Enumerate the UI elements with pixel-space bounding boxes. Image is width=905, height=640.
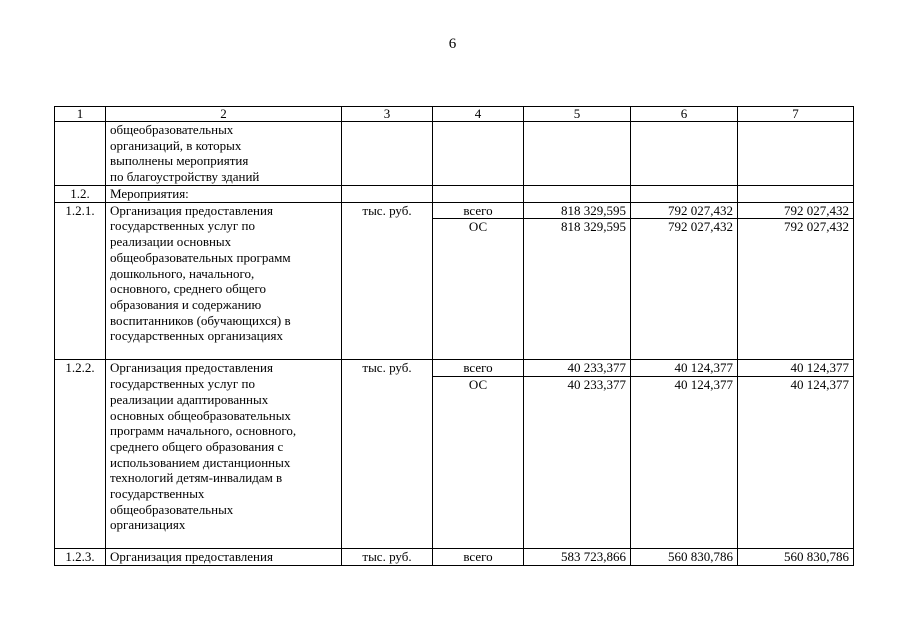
value-col5: 818 329,595 bbox=[524, 202, 631, 219]
funding-source: всего bbox=[433, 360, 524, 377]
funding-source: всего bbox=[433, 202, 524, 219]
value-col7: 40 124,377 bbox=[738, 377, 854, 549]
empty-cell bbox=[433, 122, 524, 186]
empty-cell bbox=[738, 186, 854, 203]
value-col7: 560 830,786 bbox=[738, 549, 854, 566]
header-cell-6: 6 bbox=[631, 107, 738, 122]
funding-source: всего bbox=[433, 549, 524, 566]
continuation-description: общеобразовательных организаций, в которых выполнены мероприятия по благоустройству зданий bbox=[106, 122, 342, 186]
value-col7: 40 124,377 bbox=[738, 360, 854, 377]
empty-cell bbox=[631, 122, 738, 186]
funding-source: ОС bbox=[433, 219, 524, 360]
header-cell-3: 3 bbox=[342, 107, 433, 122]
header-cell-1: 1 bbox=[55, 107, 106, 122]
value-col7: 792 027,432 bbox=[738, 202, 854, 219]
item-name: Организация предоставления государственных услуг по реализации адаптированных основных общеобразовательных программ начального, основного, среднего общего образования с использованием дистанционных технологий детям-инвалидам в государственных общеобразовательных организациях bbox=[106, 360, 342, 549]
item-name: Организация предоставления bbox=[106, 549, 342, 566]
header-cell-2: 2 bbox=[106, 107, 342, 122]
section-title: Мероприятия: bbox=[106, 186, 342, 203]
value-col7: 792 027,432 bbox=[738, 219, 854, 360]
empty-cell bbox=[631, 186, 738, 203]
value-col5: 818 329,595 bbox=[524, 219, 631, 360]
value-col6: 40 124,377 bbox=[631, 377, 738, 549]
item-code: 1.2.2. bbox=[55, 360, 106, 549]
empty-cell bbox=[342, 186, 433, 203]
section-code: 1.2. bbox=[55, 186, 106, 203]
value-col5: 583 723,866 bbox=[524, 549, 631, 566]
header-cell-5: 5 bbox=[524, 107, 631, 122]
continuation-row bbox=[55, 122, 854, 186]
table-row bbox=[55, 360, 854, 377]
item-unit: тыс. руб. bbox=[342, 360, 433, 549]
empty-cell bbox=[55, 122, 106, 186]
item-code: 1.2.3. bbox=[55, 549, 106, 566]
table-row bbox=[55, 202, 854, 219]
table-row bbox=[55, 549, 854, 566]
section-row bbox=[55, 186, 854, 203]
header-cell-4: 4 bbox=[433, 107, 524, 122]
empty-cell bbox=[342, 122, 433, 186]
value-col6: 792 027,432 bbox=[631, 202, 738, 219]
header-row bbox=[55, 107, 854, 122]
funding-source: ОС bbox=[433, 377, 524, 549]
item-unit: тыс. руб. bbox=[342, 549, 433, 566]
item-unit: тыс. руб. bbox=[342, 202, 433, 360]
value-col6: 40 124,377 bbox=[631, 360, 738, 377]
empty-cell bbox=[524, 122, 631, 186]
empty-cell bbox=[738, 122, 854, 186]
value-col6: 560 830,786 bbox=[631, 549, 738, 566]
item-code: 1.2.1. bbox=[55, 202, 106, 360]
item-name: Организация предоставления государственных услуг по реализации основных общеобразовательных программ дошкольного, начального, основного, среднего общего образования и содержанию воспитанников (обучающихся) в государственных организациях bbox=[106, 202, 342, 360]
header-cell-7: 7 bbox=[738, 107, 854, 122]
value-col5: 40 233,377 bbox=[524, 377, 631, 549]
value-col5: 40 233,377 bbox=[524, 360, 631, 377]
value-col6: 792 027,432 bbox=[631, 219, 738, 360]
empty-cell bbox=[433, 186, 524, 203]
page-number: 6 bbox=[448, 36, 457, 52]
empty-cell bbox=[524, 186, 631, 203]
budget-table bbox=[54, 106, 854, 566]
